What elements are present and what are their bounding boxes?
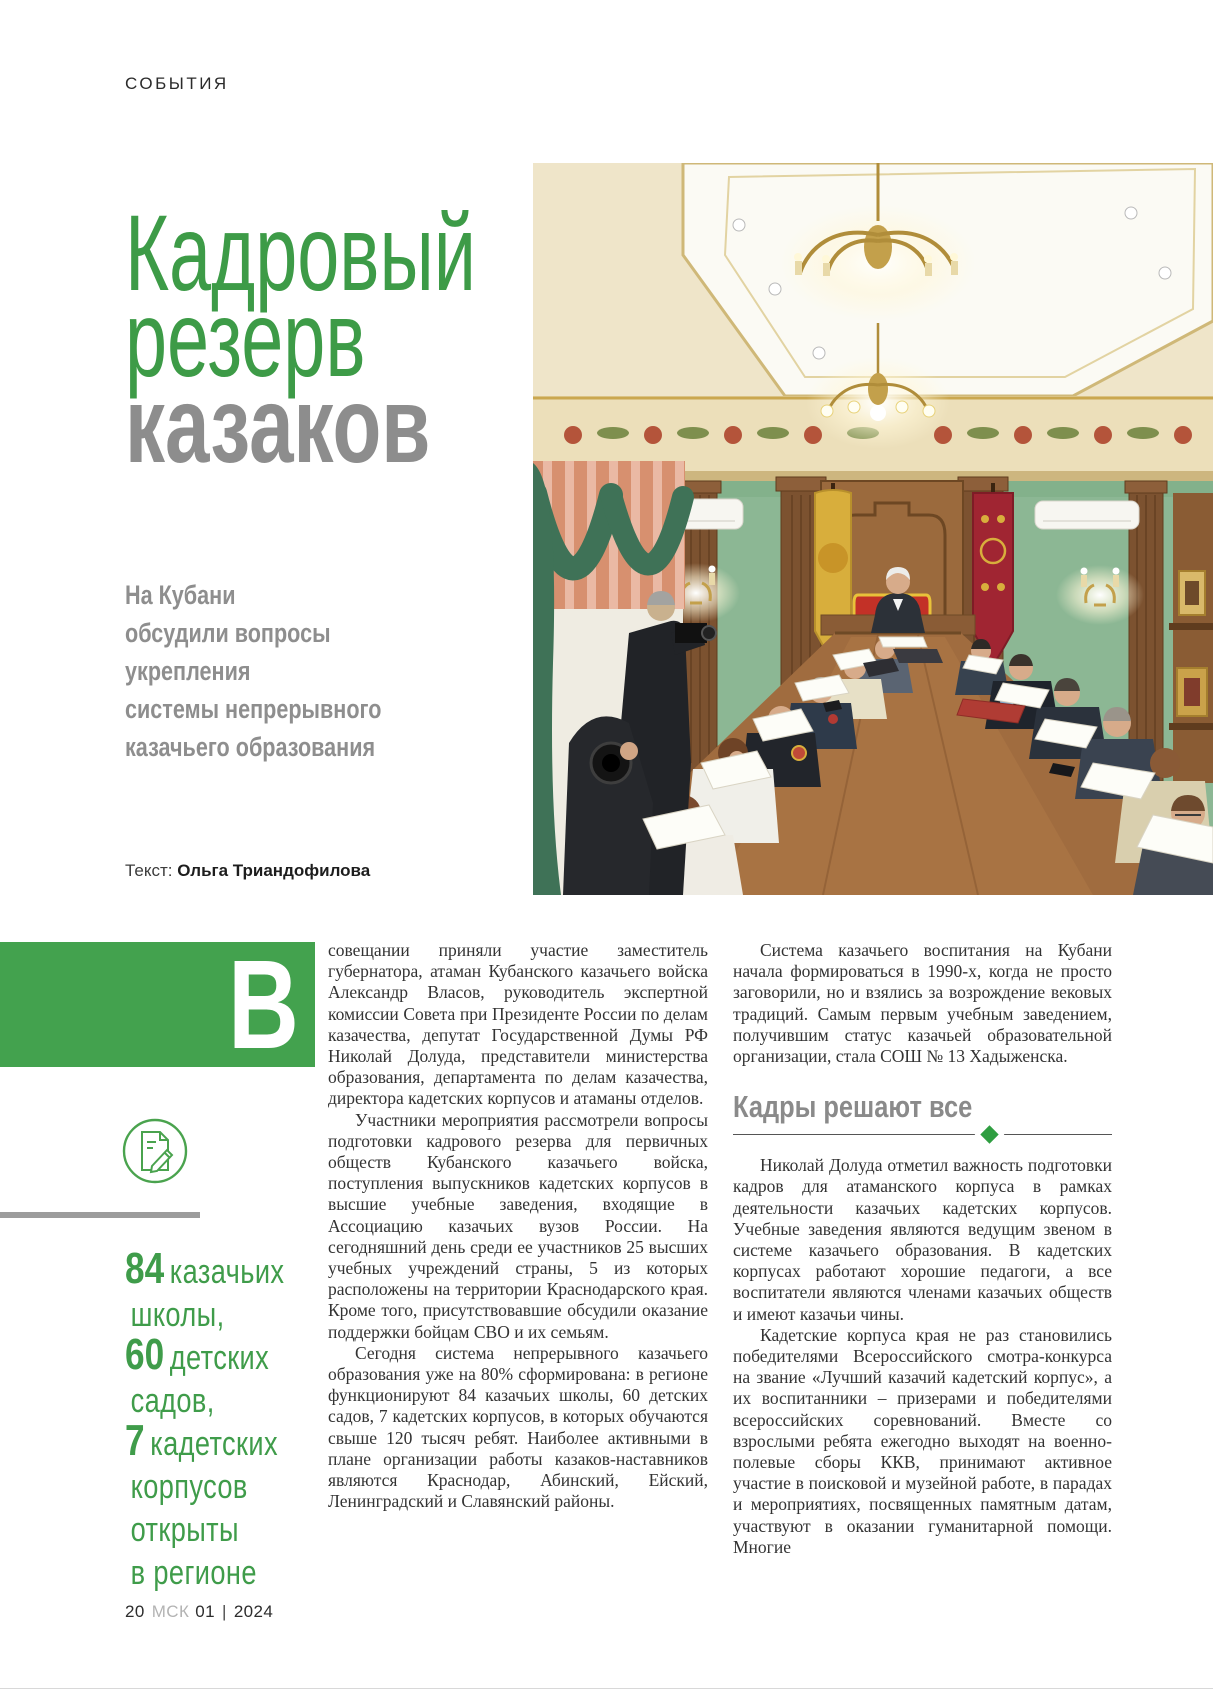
stat-number: 7 [125,1416,145,1465]
stats-block [125,1244,324,1592]
paragraph: Николай Долуда отметил важность подготовки кадров для атаманского корпуса в рамках деятельности казачьих кадетских корпусов. Учебные заведения являются ведущим звеном в системе казачьего образования. В кадетских корпусах работают хорошие педагоги, а все воспитатели являются членами казачьих обществ и имеют казачьи чины. [733,1155,1112,1324]
stat-number: 60 [125,1330,165,1379]
stat-text: кадетских [150,1425,278,1463]
article-column-middle [328,940,708,1512]
section-heading: Кадры решают все [733,1089,973,1125]
stat-text: садов, [130,1382,215,1420]
stat-line [125,1244,285,1293]
paragraph: Кадетские корпуса края не раз становились победителями Всероссийского смотра-конкурса на звание «Лучший казачий кадетский корпус», а их воспитанники – призерами и победителями всероссийских соревнований. Вместе со взрослыми ребята ежегодно выходят на военно-полевые сборы ККВ, принимают активное участие в поисковой и музейной работе, в парадах и мероприятиях, посвященных памятным датам, участвуют в оказании гуманитарной помощи. Многие [733,1324,1112,1557]
stat-line [125,1462,284,1505]
year: 2024 [233,1602,274,1621]
stat-text: в регионе [130,1554,257,1592]
icon-shelf [1169,493,1213,783]
stat-text: детских [169,1339,270,1377]
subtitle-line: казачьего образования [125,732,376,762]
byline-label: Текст: [125,861,173,880]
stat-line [125,1330,284,1379]
title-line-1: Кадровый [125,192,477,313]
magazine-name: МСК [151,1602,190,1621]
stat-line [125,1505,284,1548]
subtitle-line: На Кубани [125,580,236,610]
article-subtitle [125,576,446,766]
paragraph: Сегодня система непрерывного казачьего образования уже на 80% сформирована: в регионе функционируют 84 казачьих школы, 60 детских садов, 7 кадетских корпусов, в которых обучаются свыше 120 тысяч ребят. Наиболее активными в плане организации работы казаков-наставников являются Краснодар, Абинский, Ейский, Ленинградский и Славянский районы. [328,1342,708,1512]
section-eyebrow: СОБЫТИЯ [125,74,229,93]
stat-text: корпусов [130,1468,248,1506]
title-line-3: казаков [125,364,431,485]
byline [125,861,370,881]
drop-cap: В [228,933,299,1075]
article-column-right [733,940,1112,1558]
subtitle-line: укрепления [125,656,251,686]
paragraph: Система казачьего воспитания на Кубани начала формироваться в 1990-х, когда не просто заговорили, но и взялись за возрождение вековых традиций. Самым первым учебным заведением, получившим статус казачьей образовательной организации, стала СОШ № 13 Хадыженска. [733,940,1112,1067]
meeting-photo-illustration [533,163,1213,895]
document-pencil-icon [122,1118,188,1184]
stat-line [125,1290,284,1333]
byline-author: Ольга Триандофилова [177,861,371,880]
title-line-2: резерв [125,278,366,399]
stat-number: 84 [125,1244,165,1293]
page-footer [125,1602,273,1622]
paragraph: Участники мероприятия рассмотрели вопросы подготовки кадрового резерва для первичных обществ Кубанского казачьего войска, поступления выпускников кадетских корпусов в высшие учебные заведения, входящие в Ассоциацию казачьих вузов России. На сегодняшний день среди ее участников 25 высших учебных учреждений страны, 5 из которых расположены на территории Краснодарского края. Кроме того, присутствовавшие обсудили оказание поддержки бойцам СВО и их семьям. [328,1109,708,1342]
wall-sconce-right [1056,565,1144,625]
stat-line [125,1416,284,1465]
page-number: 20 [125,1602,145,1621]
stat-text: открыты [130,1511,239,1549]
sidebar-divider [0,1212,200,1218]
issue-number: 01 [195,1602,215,1621]
stat-line [125,1376,284,1419]
stat-line [125,1548,284,1591]
heading-rule [733,1134,1112,1135]
diamond-ornament [980,1125,998,1143]
footer-separator: | [221,1602,227,1621]
subtitle-line: обсудили вопросы [125,618,331,648]
dropcap-band [0,933,315,1075]
subtitle-line: системы непрерывного [125,694,382,724]
paragraph: совещании приняли участие заместитель губернатора, атаман Кубанского казачьего войска Александр Власов, руководитель экспертной комиссии Совета при Президенте России по делам казачества, депутат Государственной Думы РФ Николай Долуда, представители министерства образования, департамента по делам казачества, директора кадетских корпусов и атаманы отделов. [328,940,708,1109]
stat-text: казачьих [169,1253,285,1291]
stat-text: школы, [130,1296,225,1334]
meeting-photo [533,163,1213,895]
